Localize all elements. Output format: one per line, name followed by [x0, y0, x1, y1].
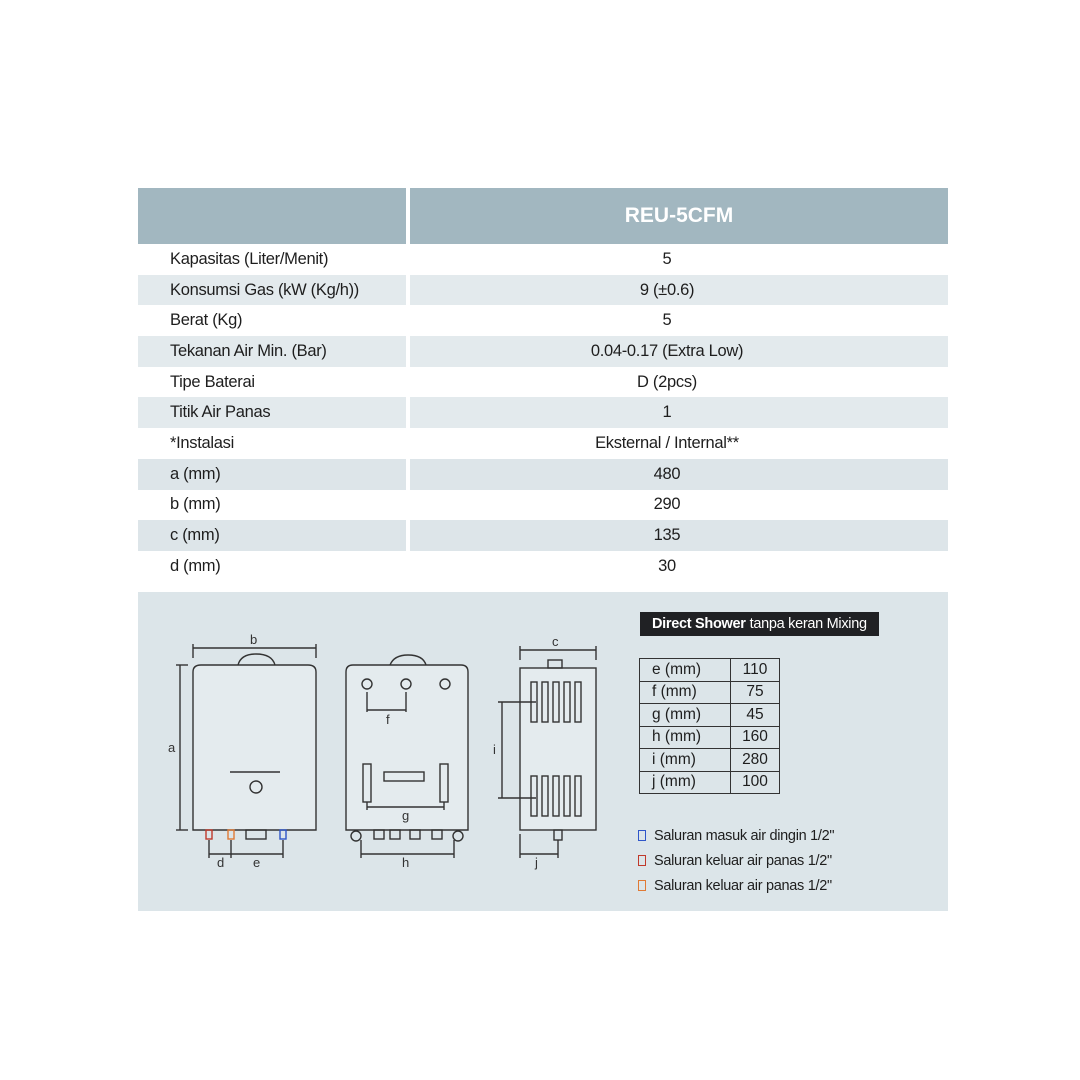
legend	[638, 823, 834, 898]
dim-label: i (mm)	[640, 749, 731, 772]
table-row	[640, 704, 780, 727]
label-e: e	[253, 855, 261, 870]
direct-shower-title-bold: Direct Shower	[652, 616, 746, 632]
table-row	[640, 659, 780, 682]
spec-value: 9 (±0.6)	[639, 280, 695, 299]
label-f: f	[386, 712, 390, 727]
spec-value: 480	[653, 464, 681, 483]
dimension-diagram	[138, 592, 638, 911]
dim-value: 280	[731, 749, 780, 772]
spec-row	[138, 520, 948, 551]
spec-row	[138, 459, 948, 490]
spec-value: 5	[662, 311, 672, 330]
label-g: g	[402, 808, 410, 823]
spec-value: D (2pcs)	[637, 372, 697, 391]
front-body	[193, 665, 316, 830]
spec-label: d (mm)	[170, 556, 221, 575]
spec-row	[138, 397, 948, 428]
legend-item	[638, 873, 834, 898]
spec-row	[138, 551, 948, 582]
spec-row	[138, 244, 948, 275]
legend-text: Saluran keluar air panas 1/2"	[654, 877, 832, 894]
spec-label: c (mm)	[170, 526, 220, 545]
table-row	[640, 726, 780, 749]
dim-value: 45	[731, 704, 780, 727]
dim-value: 110	[731, 659, 780, 682]
label-d: d	[217, 855, 225, 870]
spec-header-empty	[138, 188, 406, 244]
table-row	[640, 771, 780, 794]
spec-row	[138, 275, 948, 306]
legend-text: Saluran keluar air panas 1/2"	[654, 852, 832, 869]
spec-label: Titik Air Panas	[170, 403, 271, 422]
direct-shower-table	[639, 658, 780, 794]
label-c: c	[552, 634, 559, 649]
spec-header	[138, 188, 948, 244]
legend-item	[638, 848, 834, 873]
spec-row	[138, 490, 948, 521]
spec-label: Konsumsi Gas (kW (Kg/h))	[170, 280, 360, 299]
model-name: REU-5CFM	[410, 188, 948, 244]
dim-value: 75	[731, 681, 780, 704]
spec-label: Tekanan Air Min. (Bar)	[170, 341, 327, 360]
spec-label: *Instalasi	[170, 433, 234, 452]
dim-label: f (mm)	[640, 681, 731, 704]
back-body	[346, 665, 468, 830]
spec-label: b (mm)	[170, 495, 221, 514]
dim-value: 160	[731, 726, 780, 749]
direct-shower-title	[640, 612, 879, 636]
spec-value: 1	[662, 403, 672, 422]
spec-value: Eksternal / Internal**	[595, 433, 739, 452]
spec-row	[138, 305, 948, 336]
dim-value: 100	[731, 771, 780, 794]
label-h: h	[402, 855, 410, 870]
column-divider	[406, 244, 410, 583]
dim-label: e (mm)	[640, 659, 731, 682]
spec-table	[138, 188, 948, 582]
cold-inlet-square-icon	[638, 830, 646, 841]
label-i: i	[493, 742, 496, 757]
dim-label: h (mm)	[640, 726, 731, 749]
label-a: a	[168, 740, 176, 755]
table-row	[640, 681, 780, 704]
spec-value: 0.04-0.17 (Extra Low)	[590, 341, 744, 360]
spec-row	[138, 336, 948, 367]
spec-label: Tipe Baterai	[170, 372, 255, 391]
spec-label: Kapasitas (Liter/Menit)	[170, 249, 329, 268]
spec-value: 290	[653, 495, 681, 514]
legend-item	[638, 823, 834, 848]
spec-value: 5	[662, 249, 672, 268]
dim-label: g (mm)	[640, 704, 731, 727]
direct-shower-title-rest: tanpa keran Mixing	[749, 616, 867, 632]
dim-label: j (mm)	[640, 771, 731, 794]
spec-row	[138, 428, 948, 459]
front-handle	[238, 654, 275, 665]
spec-row	[138, 367, 948, 398]
hot-outlet-alt-square-icon	[638, 880, 646, 891]
label-j: j	[535, 855, 538, 870]
legend-text: Saluran masuk air dingin 1/2"	[654, 827, 835, 844]
dimension-panel	[138, 592, 948, 911]
spec-label: Berat (Kg)	[170, 311, 243, 330]
table-row	[640, 749, 780, 772]
spec-label: a (mm)	[170, 464, 221, 483]
spec-value: 135	[653, 526, 681, 545]
label-b: b	[250, 632, 258, 647]
spec-value: 30	[658, 556, 676, 575]
hot-outlet-square-icon	[638, 855, 646, 866]
